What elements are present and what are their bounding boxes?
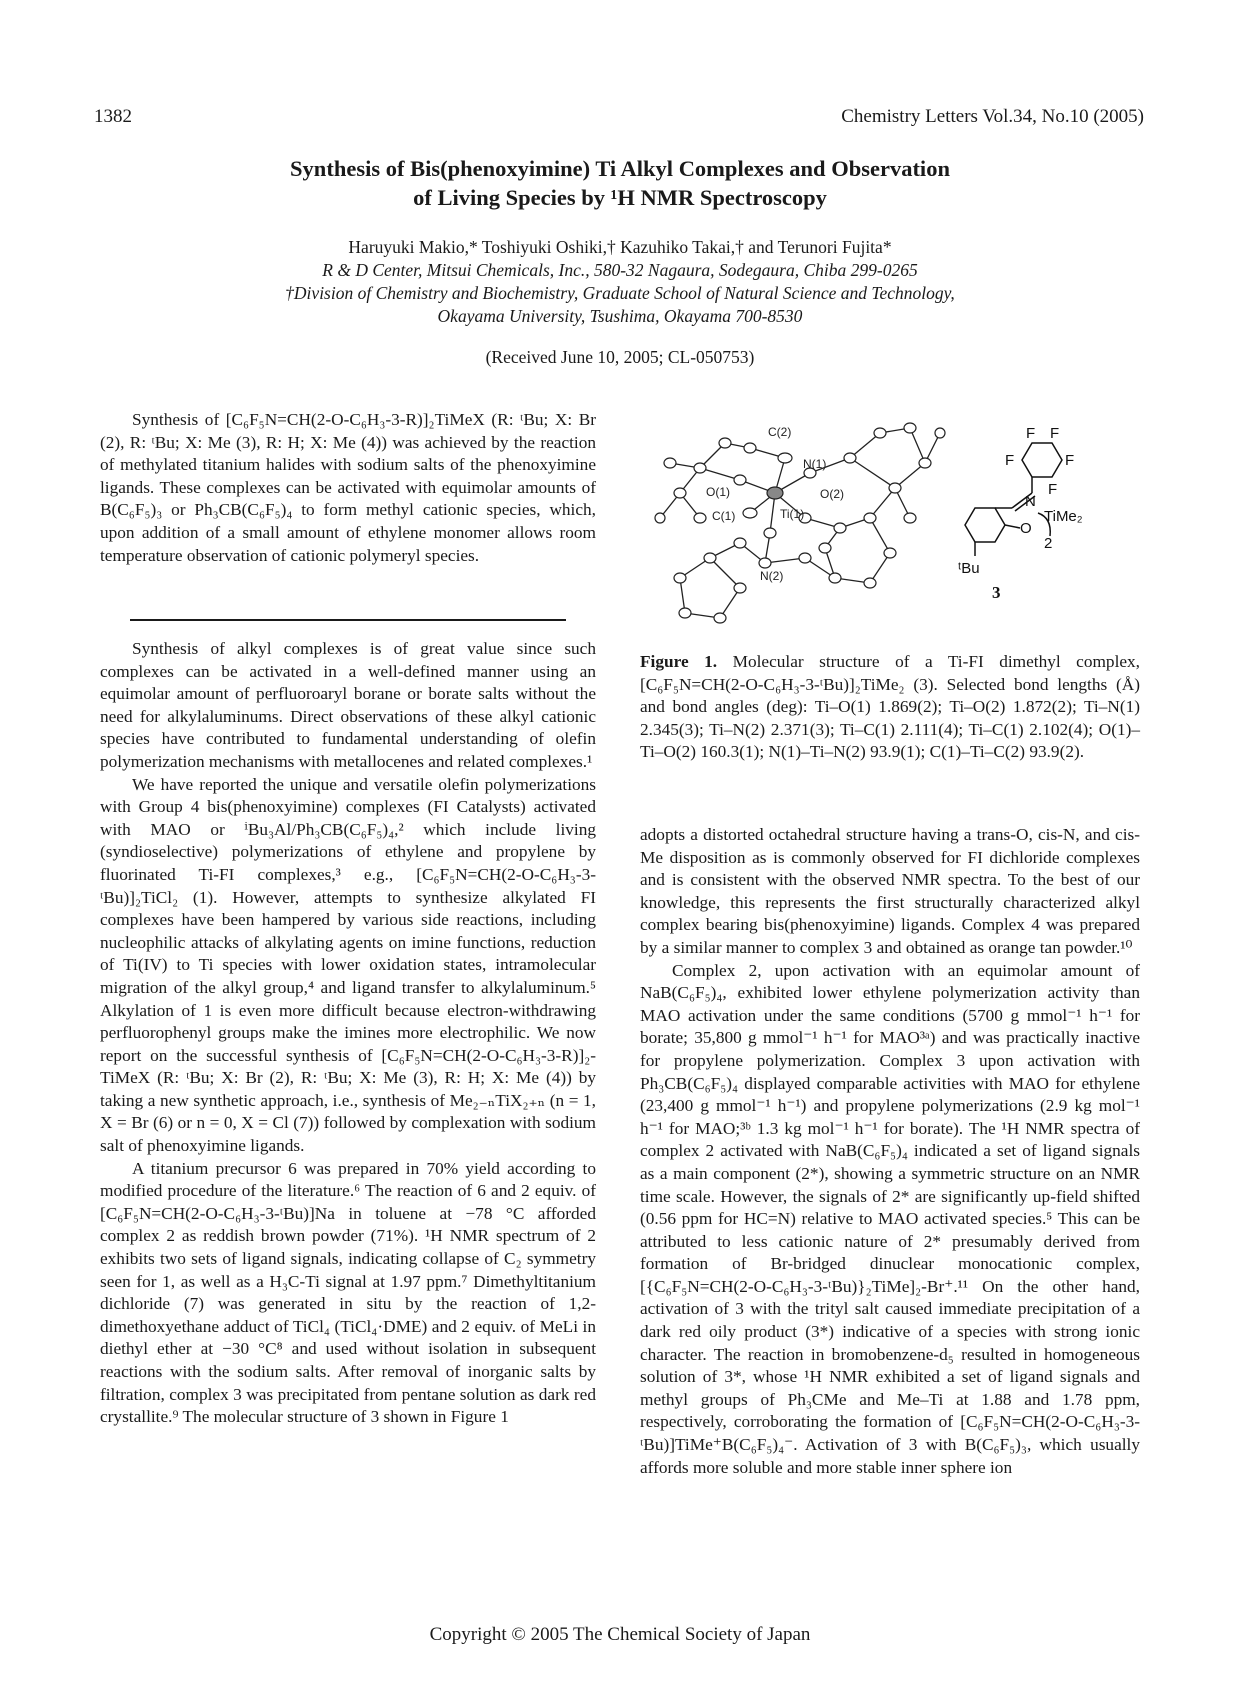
paragraph: Synthesis of alkyl complexes is of great value since such complexes can be activated in a well-defined manner using an equimolar amount of perfluoroaryl borane or borate salts without the need for alkylaluminums. Direct observations of these alkyl cationic species have contributed to fundamental understanding of olefin polymerization mechanisms with metallocenes and related complexes.¹ — [100, 639, 596, 771]
atom-label-ti1: Ti(1) — [780, 507, 805, 521]
atom-label-o2: O(2) — [820, 487, 844, 501]
right-column-body — [640, 824, 1140, 1479]
paragraph: adopts a distorted octahedral structure having a trans-O, cis-N, and cis-Me disposition as is commonly observed for FI dichloride complexes and is consistent with the observed NMR spectra. To the best of our knowledge, this represents the first structurally characterized alkyl complex bearing bis(phenoxyimine) ligands. Complex 4 was prepared by a similar manner to complex 3 and obtained as orange tan powder.¹⁰ — [640, 825, 1140, 957]
abstract — [100, 409, 596, 567]
title-line-2: of Living Species by ¹H NMR Spectroscopy — [413, 185, 827, 210]
article-title — [120, 154, 1120, 212]
atom-label-c2: C(2) — [768, 425, 792, 439]
fluorine-label: F — [1005, 452, 1015, 469]
page-number: 1382 — [94, 106, 132, 127]
affiliation-2: †Division of Chemistry and Biochemistry, Graduate School of Natural Science and Technology, — [285, 283, 955, 303]
fluorine-label: F — [1048, 481, 1058, 498]
copyright-footer: Copyright © 2005 The Chemical Society of Japan — [429, 1624, 811, 1645]
author-names: Haruyuki Makio,* Toshiyuki Oshiki,† Kazuhiko Takai,† and Terunori Fujita* — [348, 237, 892, 257]
metal-label: TiMe₂ — [1044, 508, 1083, 525]
fluorine-label: F — [1026, 425, 1036, 442]
atom-label-c1: C(1) — [712, 509, 736, 523]
abstract-divider — [130, 619, 566, 621]
compound-number: 3 — [992, 583, 1001, 602]
paragraph: We have reported the unique and versatile olefin polymerizations with Group 4 bis(phenoxyimine) complexes (FI Catalysts) activated with MAO or ⁱBu₃Al/Ph₃CB(C₆F₅)₄,² which include living (syndioselective) polymerizations of ethylene and propylene by fluorinated Ti-FI complexes,³ e.g., [C₆F₅N=CH(2-O-C₆H₃-3-ᵗBu)]₂TiCl₂ (1). However, attempts to synthesize alkylated FI complexes have been hampered by various side reactions, including nucleophilic attacks of alkylating agents on imine functions, reduction of Ti(IV) to Ti species with lower oxidation states, intramolecular migration of the alkyl group,⁴ and ligand transfer to alkylaluminum.⁵ Alkylation of 1 is even more difficult because electron-withdrawing perfluorophenyl groups make the imines more electrophilic. We now report on the successful synthesis of [C₆F₅N=CH(2-O-C₆H₃-3-R)]₂-TiMeX (R: ᵗBu; X: Br (2), R: ᵗBu; X: Me (3), R: H; X: Me (4)) by taking a new synthetic approach, i.e., synthesis of Me₂₋ₙTiX₂₊ₙ (n = 1, X = Br (6) or n = 0, X = Cl (7)) followed by complexation with sodium salt of phenoxyimine ligands. — [100, 774, 596, 1156]
affiliation-1: R & D Center, Mitsui Chemicals, Inc., 580-32 Nagaura, Sodegaura, Chiba 299-0265 — [322, 260, 918, 280]
received-date: (Received June 10, 2005; CL-050753) — [485, 347, 755, 367]
title-line-1: Synthesis of Bis(phenoxyimine) Ti Alkyl Complexes and Observation — [290, 156, 950, 181]
paragraph: A titanium precursor 6 was prepared in 70% yield according to modified procedure of the literature.⁶ The reaction of 6 and 2 equiv. of [C₆F₅N=CH(2-O-C₆H₃-3-ᵗBu)]Na in toluene at −78 °C afforded complex 2 as reddish brown powder (71%). ¹H NMR spectrum of 2 exhibits two sets of ligand signals, indicating collapse of C₂ symmetry seen for 1, as well as a H₃C-Ti signal at 1.97 ppm.⁷ Dimethyltitanium dichloride (7) was generated in situ by the reaction of 1,2-dimethoxyethane adduct of TiCl₄ (TiCl₄·DME) and 2 equiv. of MeLi in diethyl ether at −30 °C⁸ and used without isolation in subsequent reactions with the sodium salts. After removal of inorganic salts by filtration, complex 3 was precipitated from pentane solution as dark red crystallite.⁹ The molecular structure of 3 shown in Figure 1 — [100, 1158, 596, 1427]
ligand-count: 2 — [1044, 535, 1053, 552]
atom-label-n2: N(2) — [760, 569, 784, 583]
abstract-text: Synthesis of [C₆F₅N=CH(2-O-C₆H₃-3-R)]₂TiMeX (R: ᵗBu; X: Br (2), R: ᵗBu; X: Me (3), R: H; X: Me (4)) was achieved by the reaction of methylated titanium halides with sodium salts of the phenoxyimine ligands. These complexes can be activated with equimolar amounts of B(C₆F₅)₃ or Ph₃CB(C₆F₅)₄ to form methyl cationic species, which, upon addition of a small amount of ethylene monomer allows room temperature observation of cationic polymeryl species. — [100, 410, 596, 565]
figure-caption — [640, 651, 1140, 764]
atom-label-n1: N(1) — [803, 457, 827, 471]
nitrogen-label: N — [1025, 493, 1036, 510]
author-block — [120, 236, 1120, 328]
journal-header: Chemistry Letters Vol.34, No.10 (2005) — [841, 106, 1144, 127]
caption-label: Figure 1. — [640, 652, 718, 671]
paragraph: Complex 2, upon activation with an equimolar amount of NaB(C₆F₅)₄, exhibited lower ethylene polymerization activity than MAO activation under the same conditions (5700 g mmol⁻¹ h⁻¹ for borate; 35,800 g mmol⁻¹ h⁻¹ for MAO³ᵃ) and was practically inactive for propylene polymerization. Complex 3 upon activation with Ph₃CB(C₆F₅)₄ displayed comparable activities with MAO for ethylene (23,400 g mmol⁻¹ h⁻¹) and propylene polymerizations (2.9 kg mol⁻¹ h⁻¹ for MAO;³ᵇ 1.3 kg mol⁻¹ h⁻¹ for borate). The ¹H NMR spectra of complex 2 activated with NaB(C₆F₅)₄ indicated a set of ligand signals as a main component (2*), showing a symmetric structure on an NMR time scale. However, the signals of 2* are significantly up-field shifted (0.56 ppm for HC=N) relative to MAO activated species.⁵ This can be attributed to less cationic nature of 2* presumably derived from formation of Br-bridged dinuclear monocationic complex, [{C₆F₅N=CH(2-O-C₆H₃-3-ᵗBu)}₂TiMe]₂-Br⁺.¹¹ On the other hand, activation of 3 with the trityl salt caused immediate precipitation of a dark red oily product (3*) indicative of a species with strong ionic character. The reaction in bromobenzene-d₅ resulted in homogeneous solution of 3*, whose ¹H NMR exhibited a set of ligand signals and methyl groups of Ph₃CMe and Me–Ti at 1.88 and 1.78 ppm, respectively, corroborating the formation of [C₆F₅N=CH(2-O-C₆H₃-3-ᵗBu)]TiMe⁺B(C₆F₅)₄⁻. Activation of 3 with B(C₆F₅)₃, which usually affords more soluble and more stable inner sphere ion — [640, 960, 1140, 1477]
caption-text: Molecular structure of a Ti-FI dimethyl complex, [C₆F₅N=CH(2-O-C₆H₃-3-ᵗBu)]₂TiMe₂ (3). Selected bond lengths (Å) and bond angles (deg): Ti–O(1) 1.869(2); Ti–O(2) 1.872(2); Ti–N(1) 2.345(3); Ti–N(2) 2.371(3); Ti–C(1) 2.111(4); Ti–C(1) 2.102(4); O(1)–Ti–O(2) 160.3(1); N(1)–Ti–N(2) 93.9(1); C(1)–Ti–C(2) 93.9(2). — [640, 652, 1140, 762]
fluorine-label: F — [1050, 425, 1060, 442]
figure-1 — [640, 418, 1140, 638]
atom-label-o1: O(1) — [706, 485, 730, 499]
tbu-label: ᵗBu — [958, 560, 980, 577]
fluorine-label: F — [1065, 452, 1075, 469]
affiliation-3: Okayama University, Tsushima, Okayama 700-8530 — [437, 306, 803, 326]
ortep-atoms — [655, 423, 945, 623]
oxygen-label: O — [1020, 520, 1032, 537]
left-column-body — [100, 638, 596, 1429]
